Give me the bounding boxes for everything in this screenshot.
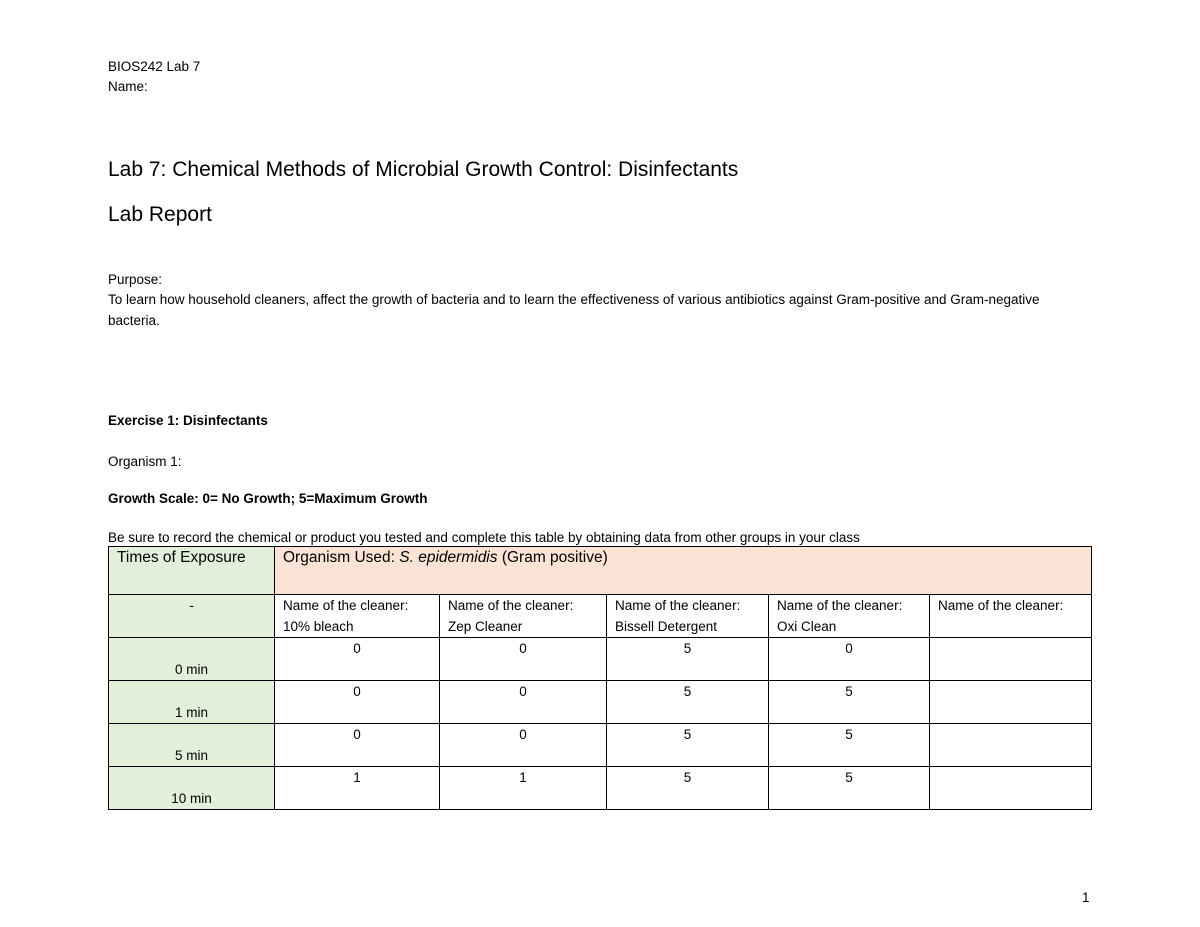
organism-name: S. epidermidis	[399, 549, 498, 566]
value-cell[interactable]	[930, 681, 1092, 724]
value-cell[interactable]	[930, 767, 1092, 810]
value-cell[interactable]: 5	[769, 724, 930, 767]
value-cell[interactable]	[930, 724, 1092, 767]
value-cell[interactable]: 0	[440, 724, 607, 767]
time-label: 0 min	[174, 662, 208, 677]
time-cell	[109, 724, 275, 767]
cleaner-value: Oxi Clean	[777, 619, 837, 634]
times-header: Times of Exposure	[109, 547, 275, 595]
table-instructions: Be sure to record the chemical or product you tested and complete this table by obtaining data from other groups in your class	[108, 530, 860, 545]
time-label: 10 min	[171, 791, 212, 806]
cleaner-value: Zep Cleaner	[448, 619, 523, 634]
organism-header	[275, 547, 1092, 595]
cleaner-cell[interactable]	[769, 595, 930, 638]
page-subtitle: Lab Report	[108, 203, 212, 226]
organism-suffix: (Gram positive)	[497, 549, 608, 566]
cleaner-value: 10% bleach	[283, 619, 354, 634]
table-row	[109, 681, 1092, 724]
cleaner-label: Name of the cleaner:	[938, 598, 1064, 613]
cleaner-value: Bissell Detergent	[615, 619, 718, 634]
time-label: 1 min	[174, 705, 208, 720]
table-row	[109, 724, 1092, 767]
value-cell[interactable]: 5	[607, 724, 769, 767]
value-cell[interactable]: 1	[275, 767, 440, 810]
organism-prefix: Organism Used:	[283, 549, 400, 566]
exercise-heading: Exercise 1: Disinfectants	[108, 413, 268, 428]
course-label: BIOS242 Lab 7	[108, 59, 201, 74]
value-cell[interactable]: 0	[440, 638, 607, 681]
purpose-label: Purpose:	[108, 272, 163, 287]
name-label: Name:	[108, 79, 148, 94]
cleaner-cell[interactable]	[275, 595, 440, 638]
value-cell[interactable]: 0	[769, 638, 930, 681]
time-label: 5 min	[174, 748, 208, 763]
value-cell[interactable]: 0	[440, 681, 607, 724]
value-cell[interactable]: 0	[275, 724, 440, 767]
page-title: Lab 7: Chemical Methods of Microbial Growth Control: Disinfectants	[108, 158, 739, 181]
dash-cell: -	[109, 595, 275, 638]
value-cell[interactable]: 0	[275, 638, 440, 681]
value-cell[interactable]: 0	[275, 681, 440, 724]
time-cell	[109, 767, 275, 810]
value-cell[interactable]: 1	[440, 767, 607, 810]
cleaner-label: Name of the cleaner:	[777, 598, 903, 613]
value-cell[interactable]: 5	[607, 638, 769, 681]
cleaner-label: Name of the cleaner:	[615, 598, 741, 613]
table-header-row	[109, 547, 1092, 595]
growth-table	[108, 546, 1092, 810]
cleaner-cell[interactable]	[440, 595, 607, 638]
organism-label: Organism 1:	[108, 454, 182, 469]
cleaner-cell[interactable]	[930, 595, 1092, 638]
cleaner-cell[interactable]	[607, 595, 769, 638]
time-cell	[109, 638, 275, 681]
purpose-body: To learn how household cleaners, affect the growth of bacteria and to learn the effectiveness of various antibiotics against Gram-positive and Gram-negative bacteria.	[108, 292, 1040, 328]
cleaner-label: Name of the cleaner:	[448, 598, 574, 613]
value-cell[interactable]: 5	[769, 681, 930, 724]
value-cell[interactable]: 5	[607, 681, 769, 724]
table-row	[109, 767, 1092, 810]
table-row	[109, 638, 1092, 681]
time-cell	[109, 681, 275, 724]
page-number: 1	[1082, 890, 1090, 905]
value-cell[interactable]: 5	[769, 767, 930, 810]
growth-scale: Growth Scale: 0= No Growth; 5=Maximum Growth	[108, 491, 428, 506]
value-cell[interactable]: 5	[607, 767, 769, 810]
value-cell[interactable]	[930, 638, 1092, 681]
cleaner-label: Name of the cleaner:	[283, 598, 409, 613]
cleaner-names-row	[109, 595, 1092, 638]
